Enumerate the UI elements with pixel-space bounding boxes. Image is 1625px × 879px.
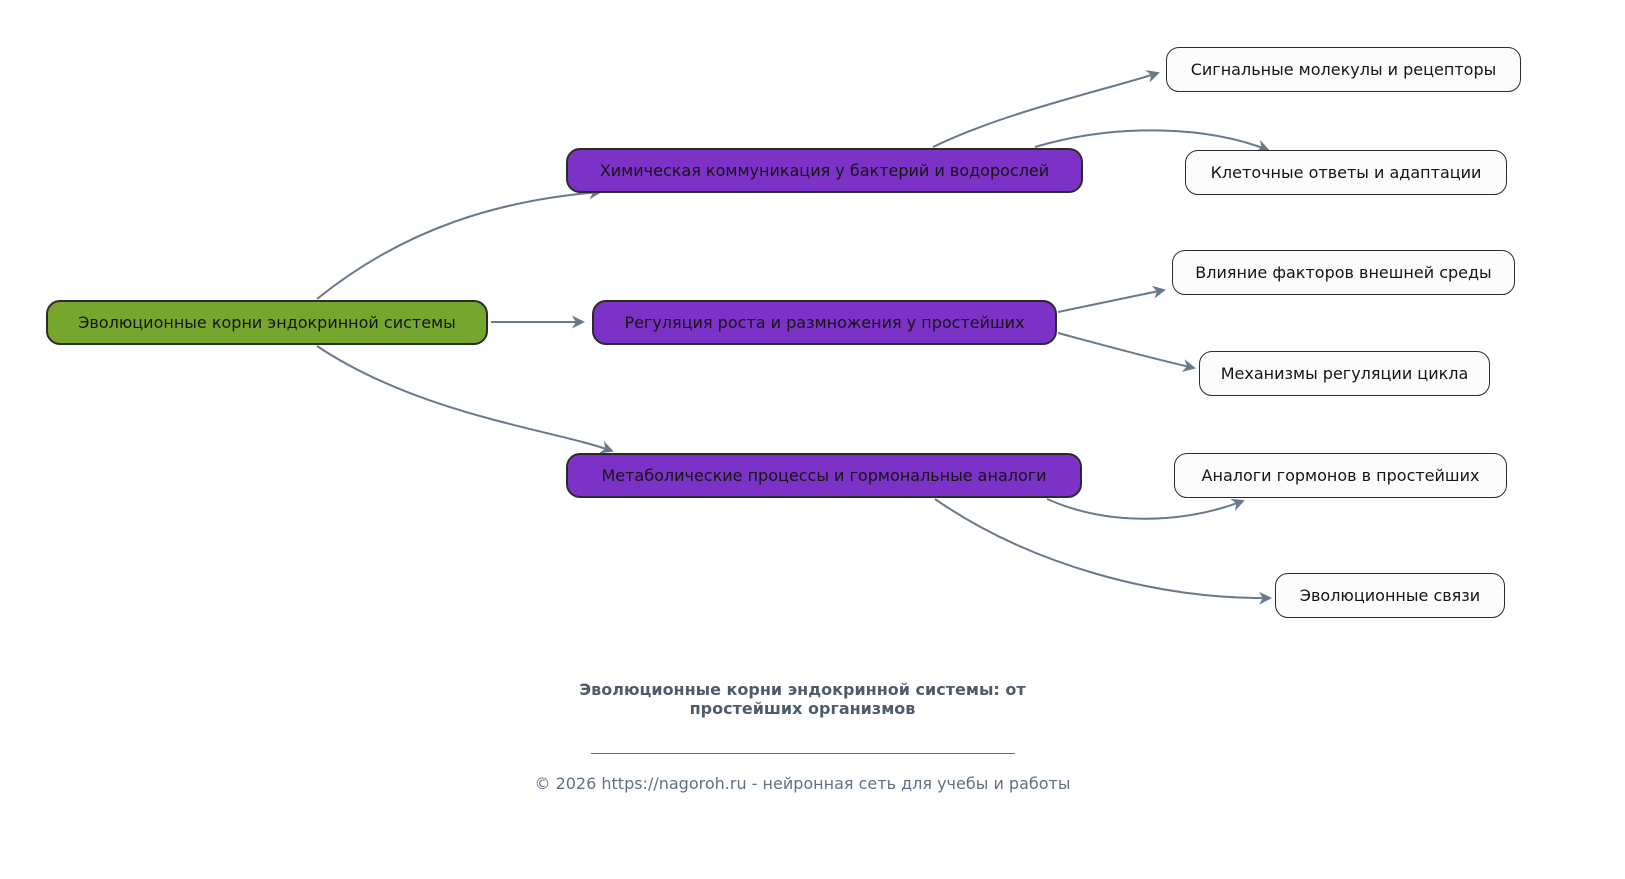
leaf-node-label: Влияние факторов внешней среды [1195,263,1492,282]
branch-node-metabolic-processes [566,453,1082,498]
leaf-node-label: Клеточные ответы и адаптации [1210,163,1482,182]
footer-copyright: © 2026 https://nagoroh.ru - нейронная сеть для учебы и работы [534,774,1071,793]
leaf-node-environmental-factors [1172,250,1515,295]
edge-branch-2-to-leaf-3 [1058,290,1164,312]
branch-node-growth-regulation [592,300,1057,345]
branch-node-label: Метаболические процессы и гормональные аналоги [601,466,1047,485]
branch-node-label: Химическая коммуникация у бактерий и водорослей [599,161,1050,180]
leaf-node-cycle-regulation-mechanisms [1199,351,1490,396]
leaf-node-label: Аналоги гормонов в простейших [1201,466,1480,485]
footer-divider [591,753,1015,754]
footer [0,680,1605,793]
edge-branch-3-to-leaf-6 [935,499,1270,598]
leaf-node-label: Эволюционные связи [1299,586,1481,605]
edge-root-to-branch-1 [317,192,600,299]
leaf-node-hormone-analogs [1174,453,1507,498]
leaf-node-label: Сигнальные молекулы и рецепторы [1190,60,1497,79]
edge-branch-1-to-leaf-1 [933,73,1158,147]
footer-title: Эволюционные корни эндокринной системы: от простейших организмов [579,680,1026,718]
root-node-label: Эволюционные корни эндокринной системы [78,313,456,332]
leaf-node-signal-molecules [1166,47,1521,92]
leaf-node-label: Механизмы регуляции цикла [1220,364,1469,383]
leaf-node-evolutionary-links [1275,573,1505,618]
edge-root-to-branch-3 [317,346,612,451]
branch-node-chemical-communication [566,148,1083,193]
edge-branch-3-to-leaf-5 [1047,499,1243,519]
leaf-node-cell-responses [1185,150,1507,195]
branch-node-label: Регуляция роста и размножения у простейших [624,313,1025,332]
root-node-endocrine-roots [46,300,488,345]
edge-branch-2-to-leaf-4 [1058,333,1194,368]
